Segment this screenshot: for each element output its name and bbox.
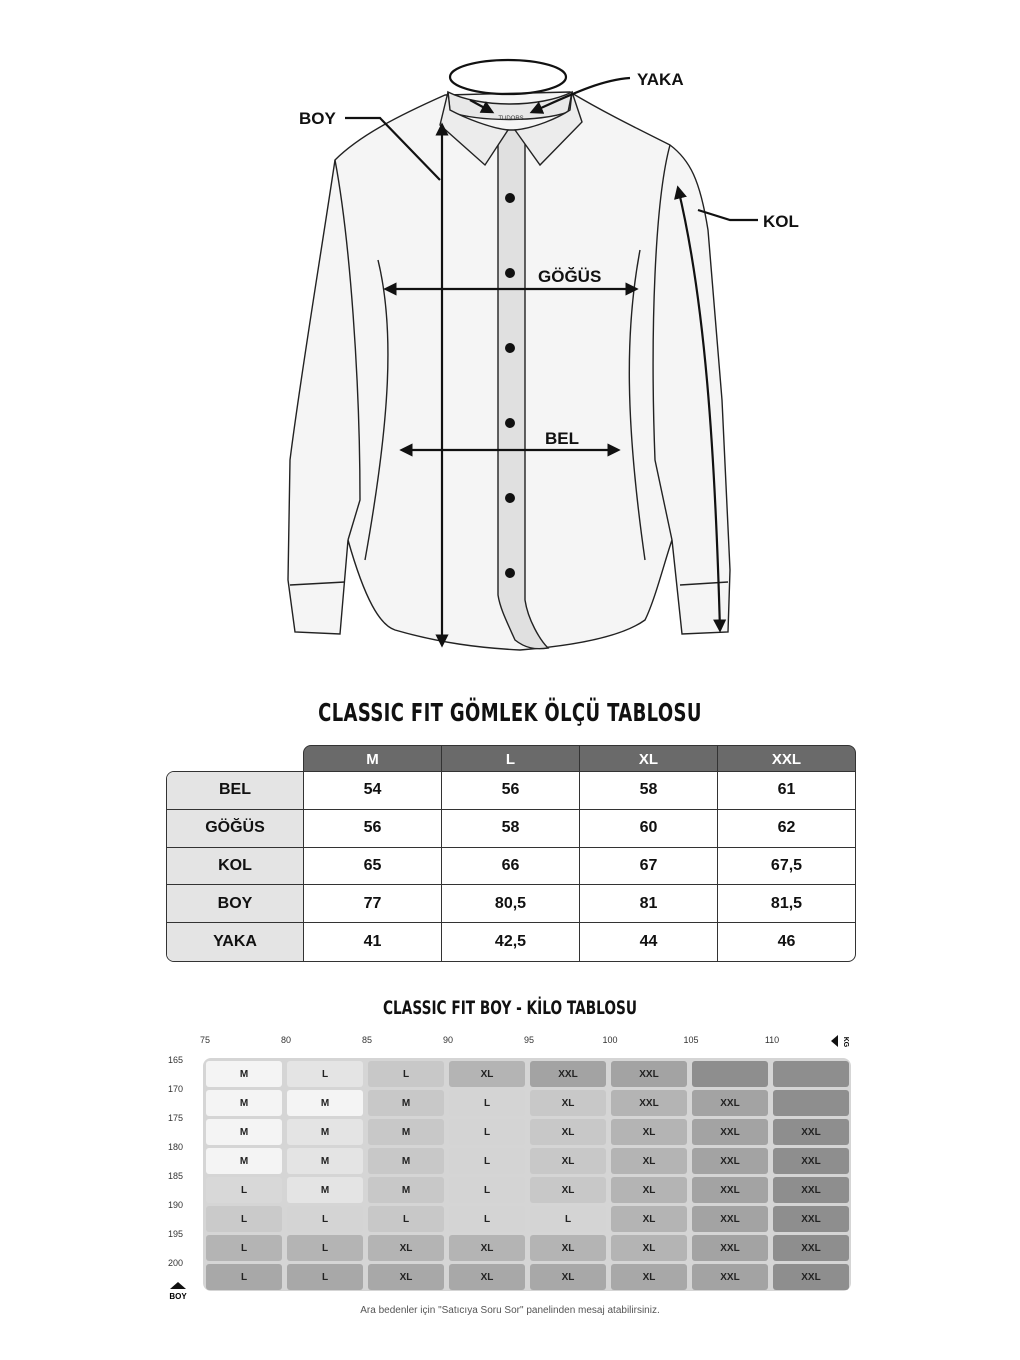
size-row-label: BOY [167,885,304,922]
size-grid-cell: XL [449,1235,525,1261]
size-row-label: BEL [167,772,304,809]
size-table-cell: 46 [777,933,796,951]
size-grid-cell: L [287,1235,363,1261]
button-dot [505,343,515,353]
size-table-header [303,745,856,772]
kg-tick: 95 [523,1035,535,1045]
size-column-header: XXL [771,750,802,768]
size-grid-cell: XL [449,1061,525,1087]
size-grid-cell: L [449,1177,525,1203]
bel-label: BEL [545,429,579,448]
size-grid-cell: XXL [530,1061,606,1087]
size-grid-cell: XXL [692,1119,768,1145]
size-grid-cell: XXL [773,1235,849,1261]
size-column-header: XL [580,746,718,772]
boy-axis-label: BOY [169,1292,187,1301]
yaka-ellipse [450,60,566,94]
size-table-cell: 81 [580,885,718,922]
size-table-cell: 44 [580,923,718,961]
size-grid-cell: XL [611,1264,687,1290]
size-table-cell: 56 [442,772,580,809]
size-grid-cell: L [206,1235,282,1261]
size-grid-cell: L [287,1206,363,1232]
brand-label: TUDORS [498,116,524,122]
size-table-row [167,923,855,961]
size-table-cell: 62 [777,819,796,837]
shirt-outline [288,92,730,650]
size-grid-cell: XL [530,1148,606,1174]
boy-tick: 170 [168,1084,184,1094]
size-grid-cell: L [449,1148,525,1174]
size-table-row [167,885,855,923]
size-grid-cell: M [206,1061,282,1087]
size-grid-cell: M [206,1148,282,1174]
size-grid-cell: XXL [692,1264,768,1290]
boy-tick: 190 [168,1200,184,1210]
button-dot [505,493,515,503]
size-grid-cell: L [287,1264,363,1290]
size-grid-cell: XL [530,1177,606,1203]
size-grid-cell: XXL [692,1206,768,1232]
boy-tick: 175 [168,1113,184,1123]
size-grid-cell: XXL [773,1148,849,1174]
size-grid-cell: M [287,1119,363,1145]
button-dot [505,418,515,428]
size-grid-cell [773,1061,849,1087]
size-table-cell: 41 [304,923,442,961]
kg-tick: 75 [199,1035,211,1045]
size-grid-cell: XXL [773,1206,849,1232]
boy-arrow-icon [166,1281,192,1303]
size-grid-cell: XL [530,1235,606,1261]
size-grid-cell: M [206,1119,282,1145]
button-dot [505,268,515,278]
size-grid-cell: M [368,1119,444,1145]
size-row-label: YAKA [167,923,304,961]
size-table-cell: 80,5 [442,885,580,922]
size-grid-cell: M [368,1177,444,1203]
size-grid-cell: L [449,1090,525,1116]
size-grid-cell: XL [611,1235,687,1261]
size-grid-cell: XL [449,1264,525,1290]
size-grid-cell: L [287,1061,363,1087]
footnote: Ara bedenler için "Satıcıya Soru Sor" panelinden mesaj atabilirsiniz. [360,1305,660,1316]
size-row-label: KOL [167,848,304,885]
size-row-label: GÖĞÜS [167,810,304,847]
size-grid-cell: XXL [692,1090,768,1116]
size-table-cell: 60 [580,810,718,847]
size-grid-cell [773,1090,849,1116]
size-table-cell: 77 [304,885,442,922]
size-grid-cell: XL [368,1235,444,1261]
button-dot [505,568,515,578]
size-grid-cell: XL [530,1264,606,1290]
size-table-cell: 56 [304,810,442,847]
size-table-cell: 67,5 [770,856,803,874]
size-table-cell: 66 [442,848,580,885]
size-grid-cell: XL [530,1119,606,1145]
size-grid-cell: L [206,1177,282,1203]
size-table-cell: 58 [580,772,718,809]
size-grid-cell: L [206,1206,282,1232]
size-grid-cell: L [449,1119,525,1145]
size-grid-cell: M [368,1090,444,1116]
size-column-header: M [304,746,442,772]
kol-label: KOL [763,212,799,231]
size-grid-cell: L [368,1206,444,1232]
size-grid-cell: XL [368,1264,444,1290]
size-grid-cell: M [287,1177,363,1203]
size-column-header: L [442,746,580,772]
boy-tick: 195 [168,1229,184,1239]
button-dot [505,193,515,203]
kg-tick: 80 [280,1035,292,1045]
size-grid-cell: M [368,1148,444,1174]
size-grid-cell: XL [530,1090,606,1116]
size-grid-cell: XXL [692,1177,768,1203]
size-grid-cell: XXL [692,1235,768,1261]
gogus-label: GÖĞÜS [538,267,602,286]
kg-tick: 100 [602,1035,618,1045]
size-table-cell: 54 [304,772,442,809]
size-grid-cell: XXL [773,1177,849,1203]
size-table-row [167,772,855,810]
size-table-cell: 58 [442,810,580,847]
size-grid-cell: XXL [611,1090,687,1116]
size-grid-cell: L [449,1206,525,1232]
size-grid-cell: L [206,1264,282,1290]
boy-tick: 185 [168,1171,184,1181]
size-grid-cell: M [287,1148,363,1174]
size-table-cell: 65 [304,848,442,885]
size-grid-cell: XL [611,1206,687,1232]
size-grid-cell: XXL [611,1061,687,1087]
size-grid-cell: M [287,1090,363,1116]
yaka-label: YAKA [637,70,684,89]
kg-arrow-icon [830,1033,852,1051]
size-grid-cell: XL [611,1119,687,1145]
size-table [166,771,856,962]
boy-kilo-title: CLASSIC FIT BOY - KİLO TABLOSU [383,997,637,1019]
size-table-cell: 61 [777,781,796,799]
kg-tick: 110 [764,1035,780,1045]
size-table-row [167,810,855,848]
size-table-cell: 42,5 [442,923,580,961]
size-table-row [167,848,855,886]
kol-pointer [698,210,758,220]
size-grid-cell: XXL [692,1148,768,1174]
boy-tick: 180 [168,1142,184,1152]
size-grid-cell: XXL [773,1119,849,1145]
size-grid-cell [692,1061,768,1087]
size-grid-cell: XXL [773,1264,849,1290]
kg-tick: 105 [683,1035,699,1045]
size-grid-cell: L [368,1061,444,1087]
boy-tick: 165 [168,1055,184,1065]
size-table-cell: 67 [580,848,718,885]
size-table-cell: 81,5 [770,894,803,912]
kg-tick: 90 [442,1035,454,1045]
size-grid-cell: XL [611,1148,687,1174]
boy-tick: 200 [168,1258,184,1268]
kg-axis-label: KG [842,1036,849,1048]
size-grid-cell: XL [611,1177,687,1203]
size-grid-cell: M [206,1090,282,1116]
kg-tick: 85 [361,1035,373,1045]
size-table-title: CLASSIC FIT GÖMLEK ÖLÇÜ TABLOSU [318,698,702,727]
boy-label: BOY [299,109,336,128]
size-grid-cell: L [530,1206,606,1232]
